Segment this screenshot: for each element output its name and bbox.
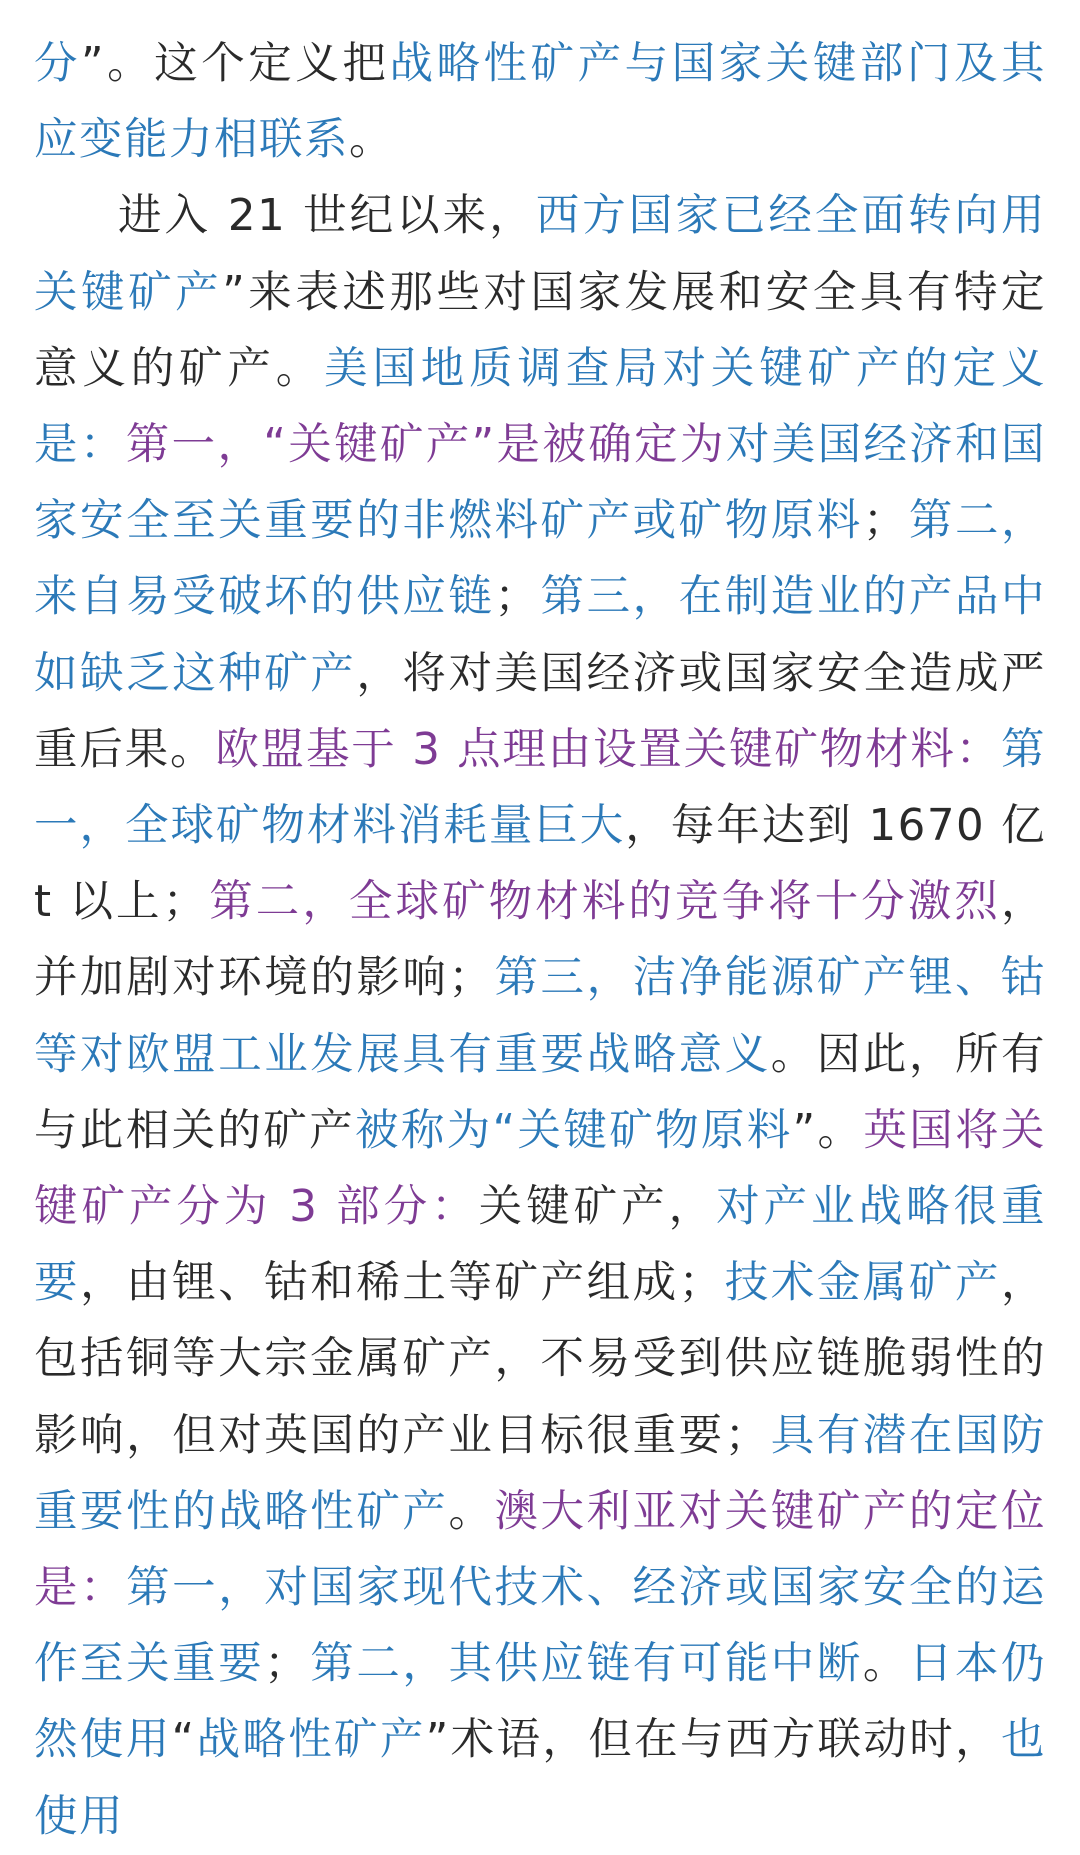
text-run-black: 。 (448, 1486, 495, 1537)
text-run-blue: 也使用 (34, 1715, 1046, 1842)
text-run-black: 关键矿产， (478, 1182, 717, 1233)
text-run-blue: 分 (34, 39, 82, 89)
text-run-black: 。 (349, 115, 394, 166)
paragraph-2 (34, 178, 1046, 1854)
text-run-black: ； (862, 496, 908, 547)
text-run-blue: 西方国家已经全面转向用关键矿产 (34, 191, 1047, 318)
text-run-blue: 对产业战略很重要 (34, 1182, 1046, 1309)
text-run-black: ，每年达到 1670 亿 t 以上； (34, 801, 1047, 928)
text-run-blue: 第三，在制造业的产品中如缺乏这种矿产 (34, 572, 1047, 699)
paragraph-1 (34, 26, 1046, 178)
text-run-black: ； (264, 1639, 310, 1690)
text-run-black: 进入 21 世纪以来， (118, 191, 536, 242)
text-run-black: ； (494, 572, 540, 623)
text-run-blue: 战略性矿产 (195, 1715, 426, 1766)
text-run-black: 。因此，所有与此相关的矿产 (34, 1029, 1047, 1156)
text-run-black: ”。 (792, 1105, 864, 1156)
text-run-black: ，包括铜等大宗金属矿产，不易受到供应链脆弱性的影响，但对英国的产业目标很重要； (34, 1258, 1047, 1461)
text-run-blue: 第一，全球矿物材料消耗量巨大 (34, 724, 1046, 852)
text-run-blue: 对美国经济和国家安全至关重要的非燃料矿产或矿物原料 (34, 420, 1047, 547)
text-run-blue: 具有潜在国防重要性的战略性矿产 (34, 1410, 1047, 1537)
text-run-blue: 技术金属矿产 (723, 1258, 1002, 1309)
text-run-purple: 第一，“关键矿产”是被确定为 (125, 420, 726, 471)
text-run-black: ”术语，但在与西方联动时， (425, 1715, 1001, 1766)
text-run-black: 。 (862, 1639, 909, 1690)
text-run-purple: 英国将关键矿产分为 3 部分： (34, 1105, 1046, 1233)
text-run-blue: 第二，其供应链有可能中断 (309, 1639, 863, 1690)
text-run-blue: 第一，对国家现代技术、经济或国家安全的运作至关重要 (34, 1563, 1047, 1690)
text-run-blue: 被称为“关键矿物原料 (355, 1105, 793, 1156)
text-run-blue: 美国地质调查局对关键矿产的定义是： (34, 343, 1047, 471)
text-run-black: ”。这个定义把 (81, 39, 390, 89)
article-text (34, 26, 1046, 1855)
text-run-black: ，并加剧对环境的影响； (34, 877, 1047, 1004)
text-run-black: “ (171, 1715, 196, 1766)
text-run-black: ，由锂、钴和稀土等矿产组成； (80, 1258, 724, 1309)
text-run-blue: 第二，来自易受破坏的供应链 (34, 496, 1047, 623)
text-run-purple: 欧盟基于 3 点理由设置关键矿物材料： (215, 724, 1001, 775)
text-run-purple: 第二，全球矿物材料的竞争将十分激烈 (207, 877, 1002, 928)
text-run-blue: 战略性矿产与国家关键部门及其应变能力相联系 (34, 39, 1046, 166)
text-run-black: ”来表述那些对国家发展和安全具有特定意义的矿产。 (34, 267, 1046, 394)
text-run-blue: 日本仍然使用 (34, 1639, 1047, 1766)
text-run-blue: 第三，洁净能源矿产锂、钴等对欧盟工业发展具有重要战略意义 (34, 953, 1047, 1080)
text-run-black: ，将对美国经济或国家安全造成严重后果。 (34, 648, 1047, 775)
text-run-purple: 澳大利亚对关键矿产的定位是： (34, 1486, 1047, 1614)
